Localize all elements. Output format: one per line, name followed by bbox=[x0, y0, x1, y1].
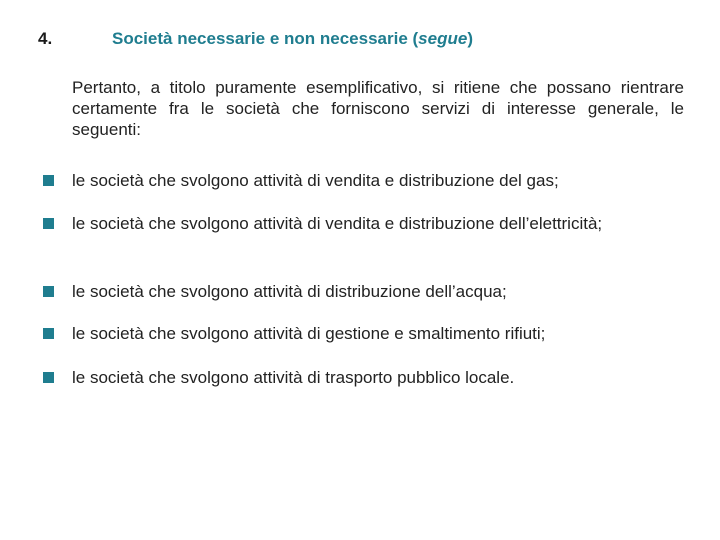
list-item-text: le società che svolgono attività di distribuzione dell’acqua; bbox=[72, 282, 507, 301]
square-bullet-icon bbox=[43, 175, 54, 186]
list-item-text: le società che svolgono attività di vendita e distribuzione dell’elettricità; bbox=[72, 214, 603, 233]
list-item bbox=[43, 281, 683, 302]
square-bullet-icon bbox=[43, 286, 54, 297]
list-item-text: le società che svolgono attività di vendita e distribuzione del gas; bbox=[72, 171, 559, 190]
square-bullet-icon bbox=[43, 218, 54, 229]
square-bullet-icon bbox=[43, 372, 54, 383]
list-item bbox=[43, 367, 683, 388]
slide-title bbox=[112, 29, 473, 49]
title-emphasis: segue bbox=[418, 29, 468, 48]
list-item-text: le società che svolgono attività di trasporto pubblico locale. bbox=[72, 368, 515, 387]
section-number: 4. bbox=[38, 29, 53, 48]
list-item bbox=[43, 323, 683, 344]
intro-paragraph: Pertanto, a titolo puramente esemplificativo, si ritiene che possano rientrare certamente fra le società che forniscono servizi di interesse generale, le seguenti: bbox=[72, 78, 684, 139]
list-item bbox=[43, 213, 683, 234]
title-end: ) bbox=[467, 29, 473, 48]
list-item-text: le società che svolgono attività di gestione e smaltimento rifiuti; bbox=[72, 324, 546, 343]
square-bullet-icon bbox=[43, 328, 54, 339]
title-main: Società necessarie e non necessarie ( bbox=[112, 29, 419, 48]
list-item bbox=[43, 170, 683, 191]
